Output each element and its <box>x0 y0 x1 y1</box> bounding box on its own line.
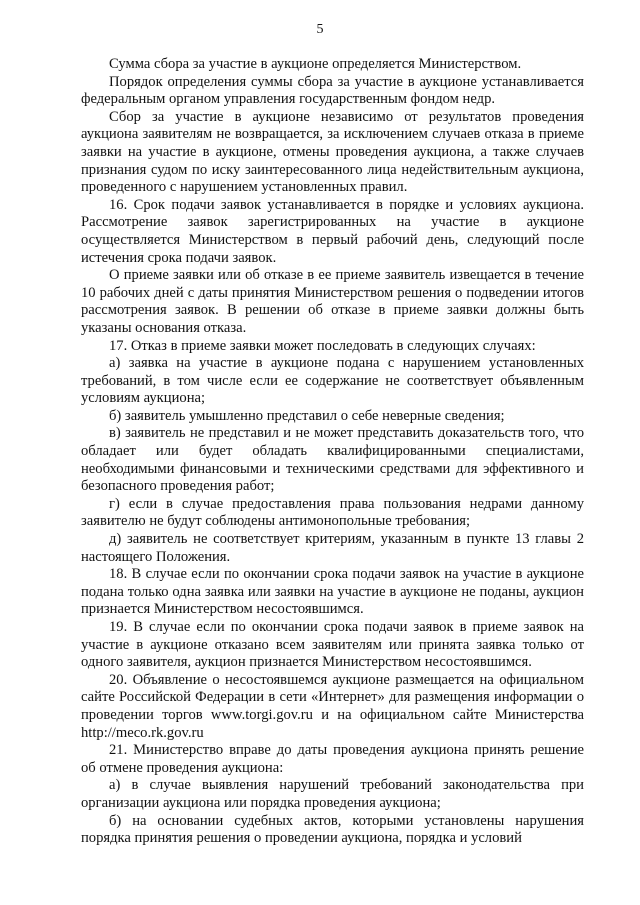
paragraph-fee-non-refundable: Сбор за участие в аукционе независимо от результатов проведения аукциона заявителям не возвращается, за исключением случаев отказа в приеме заявки на участие в аукционе, отмены проведения аукциона, а также случаев признания судом по иску заинтересованного лица недействительным аукциона, проведенного с нарушением установленных правил. <box>81 108 584 196</box>
paragraph-item-17-a: а) заявка на участие в аукционе подана с нарушением установленных требований, в том числе если ее содержание не соответствует объявленным условиям аукциона; <box>81 355 584 407</box>
paragraph-item-21-a: а) в случае выявления нарушений требований законодательства при организации аукциона или порядка проведения аукциона; <box>81 777 584 811</box>
paragraph-item-19: 19. В случае если по окончании срока подачи заявок в приеме заявок на участие в аукционе отказано всем заявителям или принята заявка только от одного заявителя, аукцион признается Министерством несостоявшимся. <box>81 619 584 671</box>
paragraph-item-21-b: б) на основании судебных актов, которыми установлены нарушения порядка принятия решения о проведении аукциона, порядка и условий <box>81 812 584 847</box>
paragraph-item-17-v: в) заявитель не представил и не может представить доказательств того, что обладает или будет обладать квалифицированными специалистами, необходимыми финансовыми и техническими средствами для эффективного и безопасного проведения работ; <box>81 425 584 495</box>
paragraph-item-17: 17. Отказ в приеме заявки может последовать в следующих случаях: <box>109 337 536 354</box>
paragraph-item-17-d: д) заявитель не соответствует критериям, указанным в пункте 13 главы 2 настоящего Положения. <box>81 531 584 565</box>
paragraph-item-21: 21. Министерство вправе до даты проведения аукциона принять решение об отмене проведения аукциона: <box>81 742 584 776</box>
paragraph-item-17-b: б) заявитель умышленно представил о себе неверные сведения; <box>109 407 505 424</box>
paragraph-fee-procedure: Порядок определения суммы сбора за участие в аукционе устанавливается федеральным органом управления государственным фондом недр. <box>81 73 584 108</box>
paragraph-fee-amount: Сумма сбора за участие в аукционе определяется Министерством. <box>109 56 522 72</box>
paragraph-item-18: 18. В случае если по окончании срока подачи заявок на участие в аукционе подана только одна заявка или заявки на участие в аукционе не поданы, аукцион признается Министерством несостоявшимся. <box>81 566 584 618</box>
paragraph-item-17-g: г) если в случае предоставления права пользования недрами данному заявителю не будут соблюдены антимонопольные требования; <box>81 495 584 530</box>
paragraph-item-20: 20. Объявление о несостоявшемся аукционе размещается на официальном сайте Российской Федерации в сети «Интернет» для размещения информации о проведении торгов www.torgi.gov.ru и на официальном сайте Министерства http://meco.rk.gov.ru <box>81 671 584 741</box>
page-number: 5 <box>316 22 324 37</box>
paragraph-application-notice: О приеме заявки или об отказе в ее приеме заявитель извещается в течение 10 рабочих дней с даты принятия Министерством решения о подведении итогов рассмотрения заявок. В решении об отказе в приеме заявки должны быть указаны основания отказа. <box>81 267 584 336</box>
paragraph-item-16: 16. Срок подачи заявок устанавливается в порядке и условиях аукциона. Рассмотрение заявок зарегистрированных на участие в аукционе осуществляется Министерством в первый рабочий день, следующий после истечения срока подачи заявок. <box>81 196 584 266</box>
document-body <box>81 56 584 848</box>
